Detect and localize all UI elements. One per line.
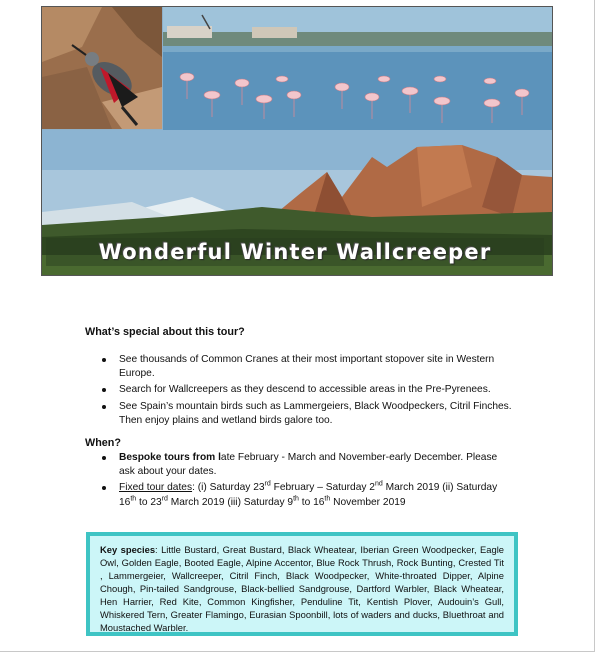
key-species-box — [86, 532, 518, 636]
special-list — [85, 353, 515, 430]
fixed-part-7: rd — [161, 495, 168, 503]
fixed-part-0: : (i) Saturday 23 — [192, 482, 265, 494]
flamingos-lagoon-photo — [163, 7, 552, 130]
fixed-part-5: th — [130, 495, 137, 503]
fixed-part-2: February – Saturday 2 — [270, 482, 375, 494]
fixed-part-10: to 16 — [298, 496, 325, 508]
bespoke-bullet — [85, 451, 515, 479]
special-bullet-3: See Spain’s mountain birds such as Lammergeiers, Black Woodpeckers, Citril Finches. Then enjoy plains and wetland birds galore too. — [85, 400, 515, 428]
wallcreeper-bird-photo — [42, 7, 162, 129]
fixed-part-11: th — [324, 495, 331, 503]
fixed-part-4: March 2019 (ii) Saturday 16 — [119, 482, 498, 508]
fixed-part-12: November 2019 — [330, 496, 406, 508]
special-heading: What’s special about this tour? — [85, 326, 245, 338]
special-bullet-2: Search for Wallcreepers as they descend to accessible areas in the Pre-Pyrenees. — [85, 383, 515, 397]
key-species-text: : Little Bustard, Great Bustard, Black Wheatear, Iberian Green Woodpecker, Eagle Owl, Golden Eagle, Booted Eagle, Alpine Accentor, Blue Rock Thrush, Rock Bunting, Crested Tit , Lammergeier, Wallcreeper, Citril Finch, Black Woodpecker, White-throated Dipper, Alpine Chough, Pin-tailed Sandgrouse, Black-bellied Sandgrouse, Dartford Warbler, Black Wheatear, Hen Harrier, Red Kite, Common Kingfisher, Penduline Tit, Kentish Plover, Audouin’s Gull, Whiskered Tern, Greater Flamingo, Eurasian Spoonbill, lots of waders and ducks, Bluethroat and Moustached Warbler. — [100, 544, 504, 633]
bespoke-rest: ate February - March and November-early December. Please ask about your dates. — [119, 452, 498, 478]
fixed-part-8: March 2019 (iii) Saturday 9 — [167, 496, 294, 508]
when-list — [85, 451, 515, 512]
banner-title: Wonderful Winter Wallcreeper — [98, 240, 492, 264]
fixed-label: Fixed tour dates — [119, 482, 193, 494]
fixed-dates-bullet — [85, 481, 515, 509]
banner-collage — [42, 7, 552, 275]
banner — [41, 6, 553, 276]
special-bullet-1: See thousands of Common Cranes at their most important stopover site in Western Europe. — [85, 353, 515, 381]
fixed-part-9: th — [293, 495, 299, 503]
fixed-part-6: to 23 — [136, 496, 162, 508]
banner-title-band — [46, 238, 544, 266]
fixed-part-3: nd — [374, 481, 383, 489]
when-heading: When? — [85, 437, 121, 449]
key-species-label: Key species — [100, 544, 156, 555]
fixed-part-1: rd — [264, 481, 271, 489]
bespoke-bold: Bespoke tours from l — [119, 452, 221, 463]
